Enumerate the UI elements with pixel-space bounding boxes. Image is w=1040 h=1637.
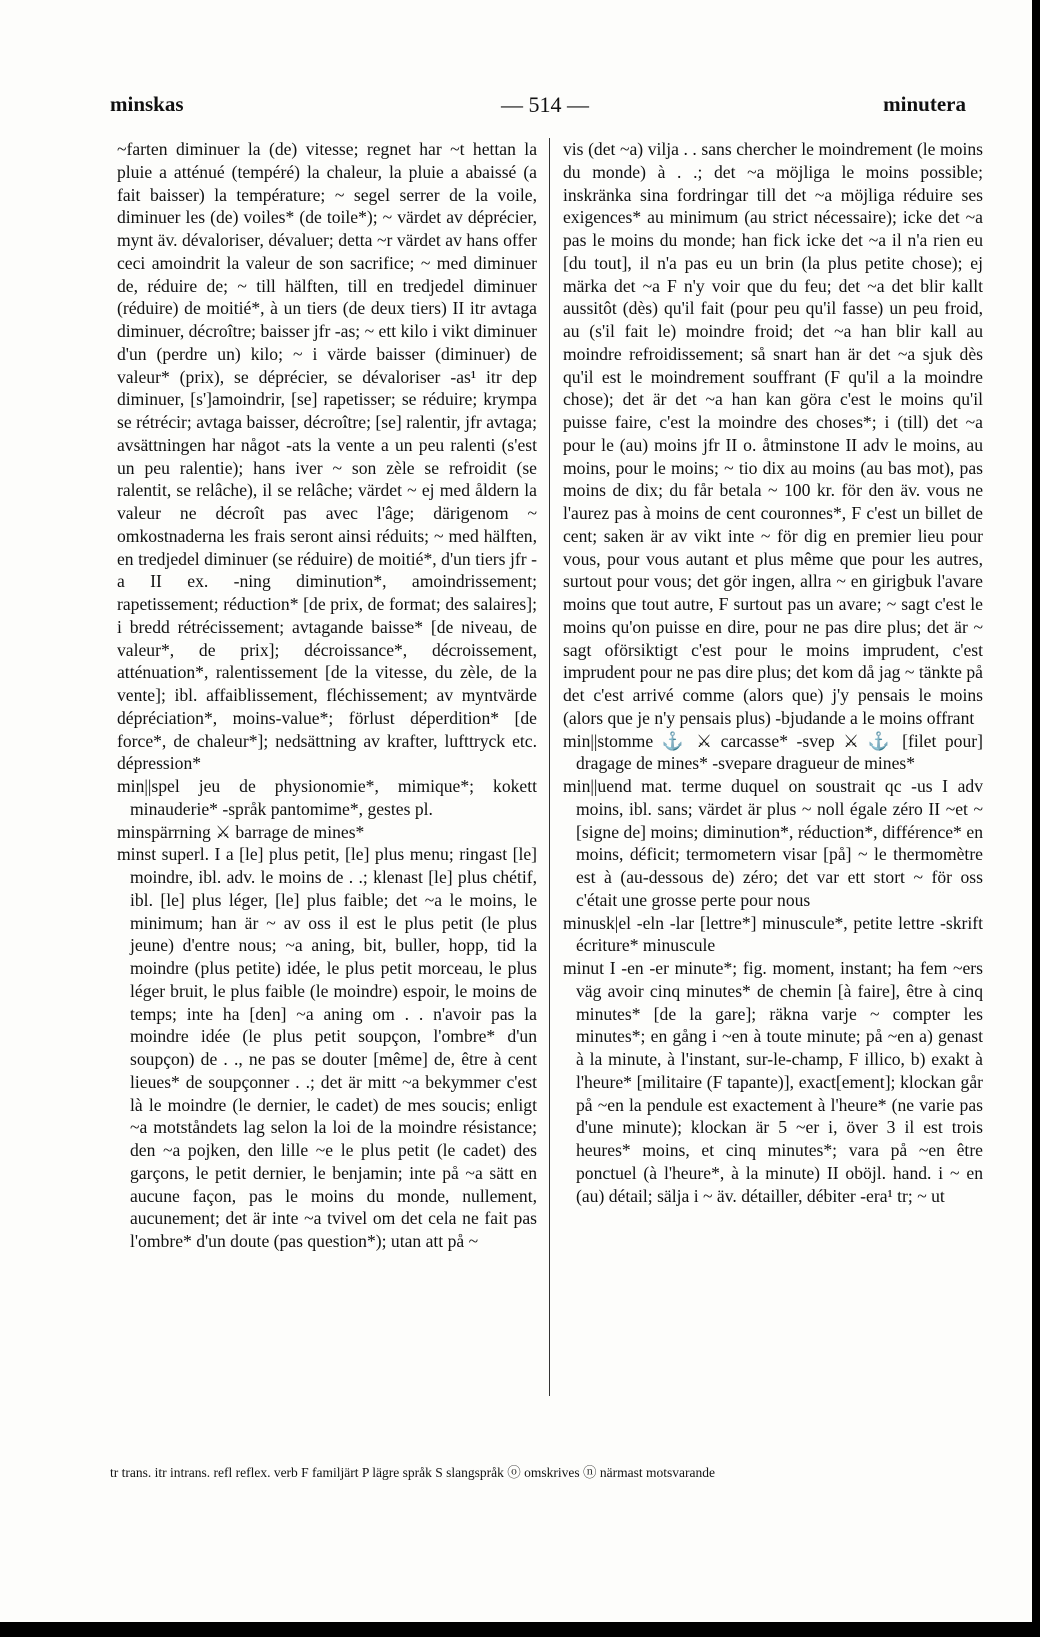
entry-minsparrning: minspärrning ⚔ barrage de mines* — [117, 821, 365, 842]
header-right-guide-word: minutera — [883, 92, 966, 116]
column-divider — [549, 138, 550, 1396]
header-left-guide-word: minskas — [110, 92, 184, 116]
entry-continuation-right: vis (det ~a) vilja . . sans chercher le moindrement (le moins du monde) à . .; det ~a möjliga le moins possible; inskränka sina fordringar till det ~a möjliga réduire ses exigences* au minimum (au strict nécessaire); icke det ~a pas le moins du monde; han fick icke det ~a il n'a rien eu [du tout], il n'a pas eu un brin (la plus petite chose); ej märka det ~a F n'y voir que du feu; det ~a det blir kallt aussitôt (dès) qu'il fait (pour peu qu'il fasse) un peu froid, au (s'il fait le) moindre froid; det ~a han blir kall au moindre refroidissement; så snart han är det ~a sjuk dès qu'il est le moindrement souffrant (F qu'il a la moindre chose); det är det ~a han kan göra c'est le moins qu'il puisse faire, c'est la moindre des choses*; i (till) det ~a pour le (au) moins jfr II o. åtminstone II adv le moins, au moins, pour le moins; ~ tio dix au moins (au bas mot), pas moins de dix; du får betala ~ 100 kr. för den äv. vous ne l'aurez pas à moins de cent couronnes*, F c'est un billet de cent; saken är av vikt inte ~ för dig en premier lieu pour vous, pour vous autant et plus même que pour les autres, surtout pour vous; det gör ingen, allra ~ en girigbuk l'avare moins que tout autre, F surtout pas un avare; ~ sagt c'est le moins qu'on puisse en dire, pour ne pas dire plus; det är ~ sagt oförsiktigt c'est pour le moins imprudent, c'est imprudent pour ne pas dire plus; det kom då jag ~ tänkte på det c'est arrivé comme (alors que) j'y pensais le moins (alors que je n'y pensais plus) -bjudande a le moins offrant — [563, 139, 983, 728]
right-column — [563, 138, 983, 1207]
entry-minut: minut I -en -er minute*; fig. moment, instant; ha fem ~ers väg avoir cinq minutes* de chemin [à faire], être à cinq minutes* [de la gare]; räkna varje ~ compter les minutes*; en gång i ~en à toute minute; på ~en a) genast à la minute, à l'instant, sur-le-champ, F illico, b) exakt à l'heure* [militaire (F tapante)], exact[ement]; klockan går på ~en la pendule est exactement à l'heure* (ne varie pas d'une minute); klockan är 5 ~er i, över 3 il est trois heures* moins, et cinq minutes*; vara på ~en être ponctuel (à l'heure*, à la minute) II oböjl. hand. i ~ en (au) détail; sälja i ~ äv. détailler, débiter -era¹ tr; ~ ut — [563, 958, 983, 1206]
entry-minst: minst superl. I a [le] plus petit, [le] plus menu; ringast [le] moindre, ibl. adv. le moins de . .; klenast [le] plus chétif, ibl. [le] plus léger, [le] plus faible; det ~a le moins, le minimum; han är ~ av oss il est le plus petit (le plus jeune) d'entre nous; ~a aning, bit, buller, hopp, tid la moindre (plus petite) idée, le plus petit morceau, le plus léger bruit, le plus faible (le moindre) espoir, le moins de temps; inte ha [den] ~a aning om . . n'avoir pas la moindre idée (le plus petit soupçon, l'ombre* d'un soupçon) de . ., ne pas se douter [même] de, être à cent lieues* de soupçonner . .; det är mitt ~a bekymmer c'est là le moindre (le dernier, le cadet) de mes soucis; enligt ~a motståndets lag selon la loi de la moindre résistance; den ~a pojken, den lille ~e le plus petit (le cadet) des garçons, le petit dernier, le benjamin; inte på ~a sätt en aucune façon, pas le moins du monde, nullement, aucunement; det är inte ~a tvivel om det cela ne fait pas l'ombre* d'un doute (pas question*); utan att på ~ — [117, 844, 537, 1251]
entry-minuskel: minusk|el -eln -lar [lettre*] minuscule*, petite lettre -skrift écriture* minuscule — [563, 912, 983, 956]
entry-minspel: min||spel jeu de physionomie*, mimique*; kokett minauderie* -språk pantomime*, gestes pl. — [117, 776, 537, 819]
entry-continuation: ~farten diminuer la (de) vitesse; regnet har ~t hettan la pluie a atténué (tempéré) la chaleur, la pluie a abaissé (a fait baisser) la température; ~ segel serrer de la voile, diminuer les (de) voiles* (de toile*); ~ värdet av déprécier, mynt äv. dévaloriser, dévaluer; detta ~r värdet av hans offer ceci amoindrit la valeur de son sacrifice; ~ med diminuer de, réduire de; ~ till hälften, till en tredjedel diminuer (réduire) de moitié*, à un tiers (de deux tiers) II itr avtaga diminuer, décroître; baisser jfr -as; ~ ett kilo i vikt diminuer d'un (perdre un) kilo; ~ i värde baisser (diminuer) de valeur* (prix), se déprécier, se dévaloriser -as¹ itr dep diminuer, [s']amoindrir, [se] rapetisser; se réduire; krympa se rétrécir; avtaga baisser, décroître; [se] ralentir, jfr avtaga; avsättningen har något -ats la vente a un peu ralenti (s'est un peu ralentie); hans iver ~ son zèle se refroidit (se ralentit, se relâche), il se relâche; värdet ~ ej med åldern la valeur ne décroît pas avec l'âge; därigenom ~ omkostnaderna les frais seront ainsi réduits; ~ med hälften, en tredjedel diminuer (se réduire) de moitié*, d'un tiers jfr -a II ex. -ning diminution*, amoindrissement; rapetissement; réduction* [de prix, de format; des salaires]; i bredd rétrécissement; avtagande baisse* [de niveau, de valeur*, de prix]; décroissance*, décroissement, atténuation*, ralentissement [de la vitesse, du zèle, de la vente]; ibl. affaiblissement, fléchissement; av myntvärde dépréciation*, moins-value*; förlust déperdition* [de force*, de chaleur*]; nedsättning av krafter, lufttryck etc. dépression* — [117, 139, 537, 774]
page-number: — 514 — — [501, 92, 589, 117]
entry-minstomme: min||stomme ⚓ ⚔ carcasse* -svep ⚔ ⚓ [filet pour] dragage de mines* -svepare dragueur de mines* — [563, 730, 983, 774]
left-column — [117, 138, 537, 1253]
entry-minuend: min||uend mat. terme duquel on soustrait qc -us I adv moins, ibl. sans; värdet är plus ~ noll égale zéro II ~et ~ [signe de] moins; diminution*, réduction*, différence* en moins, déficit; termometern visar [på] ~ le thermomètre est à (au-dessous de) zéro; det var ett stort ~ för oss c'était une grosse perte pour nous — [563, 776, 983, 910]
abbreviation-legend: tr trans. itr intrans. refl reflex. verb F familjärt P lägre språk S slangspråk ⓞ omskrives ⓝ närmast motsvarande — [110, 1465, 715, 1480]
